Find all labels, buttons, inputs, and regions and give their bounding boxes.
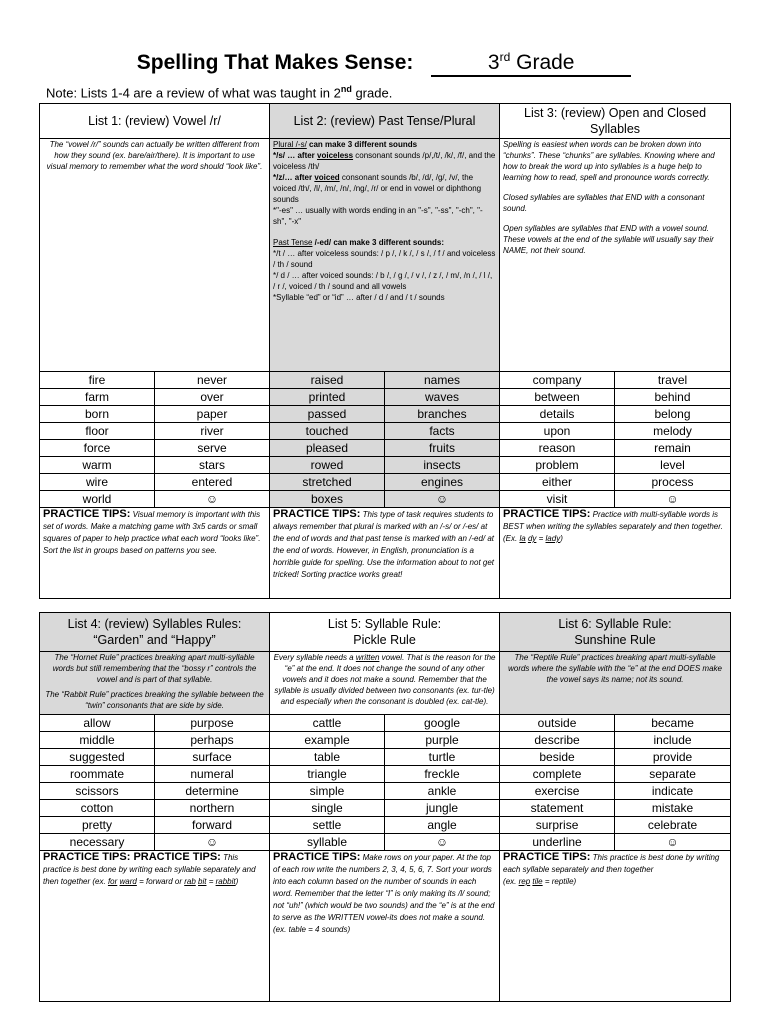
list4-word: necessary — [40, 834, 155, 851]
list4-word: scissors — [40, 783, 155, 800]
list1-word: warm — [40, 457, 155, 474]
list4-word: surface — [155, 749, 270, 766]
word-row — [40, 766, 731, 783]
list2-word: touched — [270, 423, 385, 440]
list3-word: between — [500, 389, 615, 406]
word-row — [40, 749, 731, 766]
list6-word: exercise — [500, 783, 615, 800]
list4-word: allow — [40, 715, 155, 732]
list6-word: separate — [615, 766, 731, 783]
word-row — [40, 423, 731, 440]
list1-word: stars — [155, 457, 270, 474]
list2-word: raised — [270, 372, 385, 389]
list5-word: turtle — [385, 749, 500, 766]
list4-word: pretty — [40, 817, 155, 834]
list2-header: List 2: (review) Past Tense/Plural — [270, 104, 500, 139]
list2-word: stretched — [270, 474, 385, 491]
list6-word: describe — [500, 732, 615, 749]
list2-word: pleased — [270, 440, 385, 457]
list4-word: perhaps — [155, 732, 270, 749]
list5-word: jungle — [385, 800, 500, 817]
word-row — [40, 389, 731, 406]
word-row — [40, 817, 731, 834]
list2-word: waves — [385, 389, 500, 406]
list3-word: behind — [615, 389, 731, 406]
list6-word: provide — [615, 749, 731, 766]
list6-word: include — [615, 732, 731, 749]
list4-word: middle — [40, 732, 155, 749]
list5-word: settle — [270, 817, 385, 834]
list5-word: triangle — [270, 766, 385, 783]
list1-word: fire — [40, 372, 155, 389]
list4-header: List 4: (review) Syllables Rules: “Garden” and “Happy” — [40, 613, 270, 652]
list2-description: Plural /-s/ can make 3 different sounds */s/ … after voiceless consonant sounds /p/,/t/, /k/, /f/, and the voiceless /th/ */z/… after voiced consonant sounds /b/, /d/, /g/, /v/, the voiced /th/, /l/, /m/, /n/, /ng/, /r/ or end in vowel or diphthong sounds *"-es" … usually with words ending in an "-s", "-ss", "-ch", "-sh", "-x" Past Tense /-ed/ can make 3 different sounds: */t / … after voiceless sounds: / p /, / k /, / s /, / f / and voiceless / th / sound */ d / … after voiced sounds: / b /, / g /, / v /, / z /, / m/, /n /, / l /, / r /, voiced / th / sound and all vowels *Syllable “ed” or “id” … after / d / and / t / sounds — [270, 139, 500, 372]
word-row — [40, 783, 731, 800]
list5-word: simple — [270, 783, 385, 800]
word-row — [40, 457, 731, 474]
list2-word: branches — [385, 406, 500, 423]
list3-word: remain — [615, 440, 731, 457]
list5-description: Every syllable needs a written vowel. That is the reason for the “e” at the end. It does not change the sound of any other vowels and it does not make a sound. Remember that the syllable is usually divided between two consonants (ex. tur-tle) and especially when the consonant is doubled (ex. cat-tle). — [270, 652, 500, 715]
list6-word: became — [615, 715, 731, 732]
list2-word: facts — [385, 423, 500, 440]
list3-word: belong — [615, 406, 731, 423]
list6-word: ☺ — [615, 834, 731, 851]
list3-practice-tips: PRACTICE TIPS: Practice with multi-syllable words is BEST when writing the syllables separately and then together. (Ex. la dy = lady) — [500, 508, 731, 599]
list6-word: complete — [500, 766, 615, 783]
list4-word: numeral — [155, 766, 270, 783]
list5-word: single — [270, 800, 385, 817]
word-row — [40, 372, 731, 389]
list2-word: names — [385, 372, 500, 389]
list2-word: passed — [270, 406, 385, 423]
list4-word: roommate — [40, 766, 155, 783]
word-row — [40, 406, 731, 423]
list2-word: boxes — [270, 491, 385, 508]
list5-word: angle — [385, 817, 500, 834]
list1-description: The “vowel /r/” sounds can actually be written different from how they sound (ex. bare/air/there). It is important to use visual memory to remember what the word should “look like”. — [40, 139, 270, 372]
list6-word: mistake — [615, 800, 731, 817]
list3-word: process — [615, 474, 731, 491]
list2-word: ☺ — [385, 491, 500, 508]
list3-word: problem — [500, 457, 615, 474]
page-title — [0, 50, 768, 77]
list1-word: river — [155, 423, 270, 440]
list3-description: Spelling is easiest when words can be broken down into “chunks”. These “chunks” are syllables. Knowing where and how to break the word up into syllables is a huge help to learning how to read, spell and pronounce words correctly. Closed syllables are syllables that END with a consonant sound. Open syllables are syllables that END with a vowel sound. These vowels at the end of the syllable will usually say their NAME, not their sound. — [500, 139, 731, 372]
list6-practice-tips: PRACTICE TIPS: This practice is best done by writing each syllable separately and then together (ex. rep tile = reptile) — [500, 851, 731, 1002]
list3-word: travel — [615, 372, 731, 389]
list4-word: determine — [155, 783, 270, 800]
list6-word: beside — [500, 749, 615, 766]
list3-word: visit — [500, 491, 615, 508]
list1-word: over — [155, 389, 270, 406]
word-row — [40, 800, 731, 817]
list3-word: details — [500, 406, 615, 423]
word-row — [40, 474, 731, 491]
list3-word: melody — [615, 423, 731, 440]
list3-word: company — [500, 372, 615, 389]
list5-word: example — [270, 732, 385, 749]
lists-4-6-table — [39, 612, 731, 1002]
list5-header: List 5: Syllable Rule: Pickle Rule — [270, 613, 500, 652]
list1-practice-tips: PRACTICE TIPS: Visual memory is important with this set of words. Make a matching game with 3x5 cards or small squares of paper to help practice what each word “looks like”. Sort the list in groups based on patterns you see. — [40, 508, 270, 599]
word-row — [40, 440, 731, 457]
list2-word: engines — [385, 474, 500, 491]
list4-word: northern — [155, 800, 270, 817]
list5-word: google — [385, 715, 500, 732]
list5-word: purple — [385, 732, 500, 749]
list3-header: List 3: (review) Open and Closed Syllables — [500, 104, 731, 139]
list1-word: world — [40, 491, 155, 508]
list6-word: underline — [500, 834, 615, 851]
list1-word: paper — [155, 406, 270, 423]
list1-header: List 1: (review) Vowel /r/ — [40, 104, 270, 139]
list1-word: farm — [40, 389, 155, 406]
list4-word: forward — [155, 817, 270, 834]
list1-word: born — [40, 406, 155, 423]
list2-word: rowed — [270, 457, 385, 474]
list1-word: floor — [40, 423, 155, 440]
list3-word: either — [500, 474, 615, 491]
list6-description: The “Reptile Rule” practices breaking apart multi-syllable words where the syllable with the “e” at the end DOES make the vowel says its name; not its sound. — [500, 652, 731, 715]
list6-word: outside — [500, 715, 615, 732]
list4-practice-tips: PRACTICE TIPS: PRACTICE TIPS: This practice is best done by writing each syllable separately and then together (ex. for ward = forward or rab bit = rabbit) — [40, 851, 270, 1002]
list1-word: wire — [40, 474, 155, 491]
list5-word: ☺ — [385, 834, 500, 851]
note-text: Note: Lists 1-4 are a review of what was taught in 2nd grade. — [46, 84, 393, 101]
list6-word: surprise — [500, 817, 615, 834]
list4-word: purpose — [155, 715, 270, 732]
list4-word: cotton — [40, 800, 155, 817]
list6-word: statement — [500, 800, 615, 817]
list4-word: ☺ — [155, 834, 270, 851]
list2-word: printed — [270, 389, 385, 406]
list3-word: ☺ — [615, 491, 731, 508]
list5-word: ankle — [385, 783, 500, 800]
list1-word: serve — [155, 440, 270, 457]
list3-word: reason — [500, 440, 615, 457]
list4-description: The “Hornet Rule” practices breaking apart multi-syllable words but still remembering that the “bossy r” controls the vowel and is part of that syllable. The “Rabbit Rule” practices breaking the syllable between the “twin” consonants that are side by side. — [40, 652, 270, 715]
word-row — [40, 834, 731, 851]
list6-word: indicate — [615, 783, 731, 800]
lists-1-3-table — [39, 103, 731, 599]
list1-word: ☺ — [155, 491, 270, 508]
list3-word: upon — [500, 423, 615, 440]
list5-word: freckle — [385, 766, 500, 783]
title-text: Spelling That Makes Sense: — [136, 51, 414, 74]
word-row — [40, 491, 731, 508]
list5-practice-tips: PRACTICE TIPS: Make rows on your paper. At the top of each row write the numbers 2, 3, 4, 5, 6, 7. Sort your words into each column based on the number of sounds in each word. Remember that the letter “l” is only making its /l/ sound; not “uh!” (which would be two sounds) and the “e” is at the end to serve as the WRITTEN vowel-its does not make a sound. (ex. table = 4 sounds) — [270, 851, 500, 1002]
list4-word: suggested — [40, 749, 155, 766]
list1-word: entered — [155, 474, 270, 491]
list5-word: syllable — [270, 834, 385, 851]
list3-word: level — [615, 457, 731, 474]
list1-word: force — [40, 440, 155, 457]
list6-header: List 6: Syllable Rule: Sunshine Rule — [500, 613, 731, 652]
list6-word: celebrate — [615, 817, 731, 834]
word-row — [40, 715, 731, 732]
word-row — [40, 732, 731, 749]
list2-practice-tips: PRACTICE TIPS: This type of task requires students to always remember that plural is marked with an /-s/ or /-es/ at the end of words and that past tense is marked with an /-ed/ at the end of words. However, in English, pronunciation is a horrible guide for spelling. Use the information about to not get tricked! Sorting practice works great! — [270, 508, 500, 599]
grade-blank: 3rd Grade — [431, 50, 631, 77]
list2-word: insects — [385, 457, 500, 474]
list5-word: table — [270, 749, 385, 766]
list5-word: cattle — [270, 715, 385, 732]
list1-word: never — [155, 372, 270, 389]
list2-word: fruits — [385, 440, 500, 457]
